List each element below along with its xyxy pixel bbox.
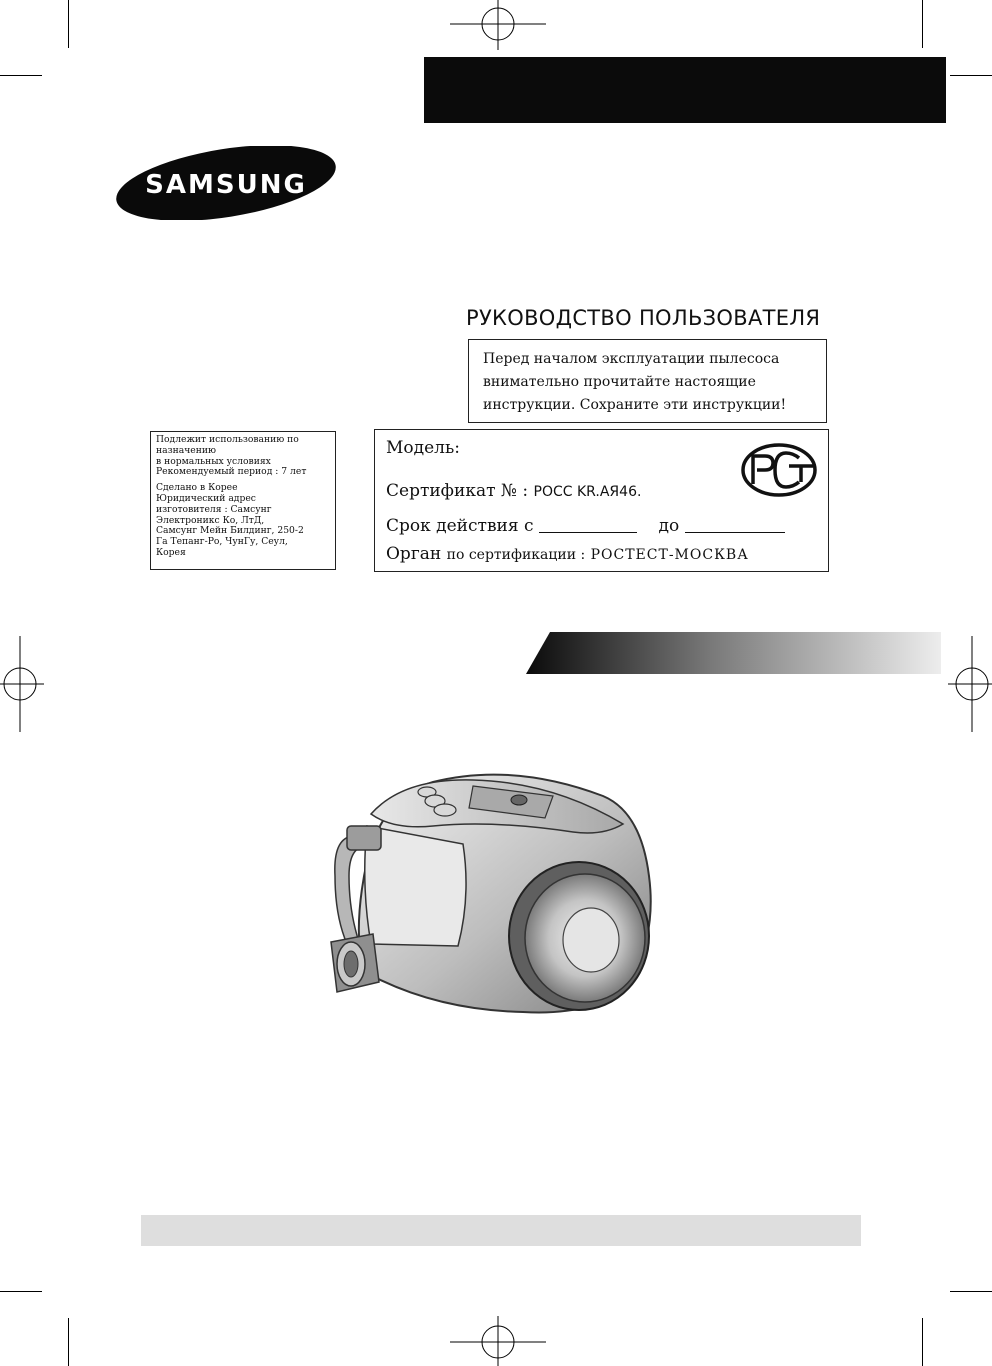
svg-text:SAMSUNG: SAMSUNG bbox=[145, 170, 307, 200]
crop-mark bbox=[950, 75, 992, 76]
model-label: Модель: bbox=[386, 438, 460, 458]
manufacturer-line: Га Тепанг-Ро, ЧунГу, Сеул, bbox=[156, 536, 288, 548]
rst-certification-mark-icon bbox=[739, 442, 819, 498]
cert-body-label-rest: по сертификации : bbox=[446, 547, 586, 563]
certificate-row bbox=[386, 481, 641, 501]
usage-line: в нормальных условиях bbox=[156, 455, 271, 467]
validity-from-blank bbox=[539, 532, 637, 533]
crop-mark bbox=[922, 1318, 923, 1366]
cert-body-name: РОСТЕСТ-МОСКВА bbox=[590, 547, 749, 563]
manufacturer-line: Сделано в Корее bbox=[156, 482, 238, 494]
certificate-number-sign: № : bbox=[500, 481, 529, 501]
manufacturer-line: Электроникс Ко, ЛтД, bbox=[156, 514, 265, 526]
gradient-banner bbox=[526, 632, 941, 674]
crop-mark bbox=[68, 0, 69, 48]
manufacturer-line: Самсунг Мейн Билдинг, 250-2 bbox=[156, 525, 304, 537]
manufacturer-line: Корея bbox=[156, 546, 186, 558]
notice-line: инструкции. Сохраните эти инструкции! bbox=[483, 397, 787, 413]
vacuum-cleaner-illustration bbox=[323, 766, 673, 1018]
crop-mark bbox=[0, 75, 42, 76]
registration-target-icon bbox=[450, 1316, 546, 1366]
crop-mark bbox=[922, 0, 923, 48]
manufacturer-line: Юридический адрес bbox=[156, 492, 256, 504]
validity-row bbox=[386, 516, 785, 536]
manufacturer-line: изготовителя : Самсунг bbox=[156, 503, 272, 515]
notice-line: внимательно прочитайте настоящие bbox=[483, 374, 756, 390]
usage-line: Рекомендуемый период : 7 лет bbox=[156, 466, 307, 478]
usage-info-box bbox=[150, 431, 336, 570]
registration-target-icon bbox=[948, 636, 992, 732]
validity-to-label: до bbox=[658, 516, 680, 536]
footer-gray-bar bbox=[141, 1215, 861, 1246]
crop-mark bbox=[0, 1291, 42, 1292]
usage-line: назначению bbox=[156, 444, 216, 456]
validity-to-blank bbox=[685, 532, 785, 533]
validity-from-label: Срок действия с bbox=[386, 516, 534, 536]
registration-target-icon bbox=[0, 636, 44, 732]
model-row bbox=[386, 438, 460, 458]
intro-notice-box bbox=[468, 339, 827, 423]
cert-body-row bbox=[386, 544, 749, 564]
header-black-bar bbox=[424, 57, 946, 123]
registration-target-icon bbox=[450, 0, 546, 50]
manual-title: РУКОВОДСТВО ПОЛЬЗОВАТЕЛЯ bbox=[466, 306, 821, 330]
certificate-number: РОСС KR.АЯ46. bbox=[533, 484, 642, 500]
notice-line: Перед началом эксплуатации пылесоса bbox=[483, 351, 780, 367]
crop-mark bbox=[950, 1291, 992, 1292]
certificate-label: Сертификат bbox=[386, 481, 496, 501]
usage-line: Подлежит использованию по bbox=[156, 434, 299, 445]
certificate-box bbox=[374, 429, 829, 572]
samsung-logo bbox=[114, 146, 338, 220]
cert-body-label: Орган bbox=[386, 544, 442, 564]
crop-mark bbox=[68, 1318, 69, 1366]
